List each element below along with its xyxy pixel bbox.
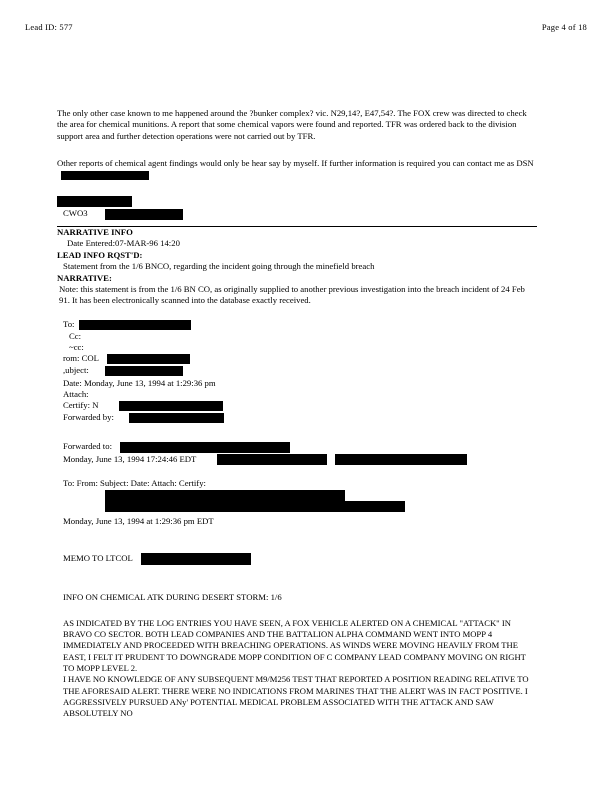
signature-line [57,208,537,224]
redaction-bar [120,442,290,453]
date-entered-label: Date Entered:07-MAR-96 14:20 [67,238,180,249]
forward-fields-line: To: From: Subject: Date: Attach: Certify: [63,477,206,488]
redaction-bar [105,366,183,376]
paragraph-other-reports [57,158,537,181]
forwarded-to-label: Forwarded to: [63,440,112,451]
email-attach-label: Attach: [63,389,89,400]
email-certify-row [57,401,537,413]
email-from-row [57,354,537,366]
lead-id-header: Lead ID: 577 [25,22,73,32]
redaction-bar [105,490,345,501]
email-date-label: Date: Monday, June 13, 1994 at 1:29:36 pm [63,377,216,388]
memo-subject-line: INFO ON CHEMICAL ATK DURING DESERT STORM: 1/6 [63,592,282,603]
redaction-bar [335,454,467,465]
memo-to-label: MEMO TO LTCOL [63,553,133,564]
redaction-bar [79,320,191,330]
email-subject-label: ,ubject: [63,364,89,375]
email-bcc-label: ~cc: [69,342,84,353]
paragraph-other-reports-text: Other reports of chemical agent findings would only be hear say by myself. If further information is required you can contact me as DSN [57,158,534,169]
redaction-bar [217,454,327,465]
redaction-bar [105,501,405,512]
email-cc-label: Cc: [69,330,82,341]
redaction-bar [57,196,132,207]
memo-to-row [57,554,537,568]
email-subject-row [57,366,537,378]
page-number-header: Page 4 of 18 [541,22,587,32]
email-forwarded-by-label: Forwarded by: [63,411,114,422]
forward-redaction-row-2 [57,501,537,513]
email-to-label: To: [63,318,75,329]
forwarded-date-line-2: Monday, June 13, 1994 at 1:29:36 pm EDT [63,515,214,526]
email-forwarded-by-row [57,413,537,425]
memo-paragraph-2: I HAVE NO KNOWLEDGE OF ANY SUBSEQUENT M9/M256 TEST THAT REPORTED A POSITION READING RELATIVE TO THE AFORESAID ALERT. THERE WERE NO INDICATIONS FROM MARINES THAT THE ALERT WAS IN FACT POSITIVE. I AGGRESSIVELY PURSUED ANy' POTENTIAL MEDICAL PROBLEM ASSOCIATED WITH THE ATTACK AND SAW ABSOLUTELY NO [63,674,529,719]
email-from-label: rom: COL [63,352,99,363]
redaction-row-signature-top [57,194,537,208]
paragraph-other-case: The only other case known to me happened around the ?bunker complex? vic. N29,14?, E47,54?. The FOX crew was directed to check the area for chemical munitions. A report that some chemical vapors were found and reported. TFR was ordered back to the division support area and further detection operations were not carried out by TFR. [57,108,527,141]
statement-line: Statement from the 1/6 BNCO, regarding the incident going through the minefield breach [63,261,375,272]
email-certify-label: Certify: N [63,399,99,410]
forward-redaction-row-1 [57,489,537,501]
redaction-bar [119,401,223,411]
redaction-bar [61,171,149,180]
lead-info-requested-label: LEAD INFO RQST'D: [57,249,143,260]
email-to-row [57,320,537,331]
memo-paragraph-1: AS INDICATED BY THE LOG ENTRIES YOU HAVE SEEN, A FOX VEHICLE ALERTED ON A CHEMICAL "ATTACK" IN BRAVO CO SECTOR. BOTH LEAD COMPANIES AND THE BATTALION ALPHA COMMAND WENT INTO MOPP 4 IMMEDIATELY AND PROCEEDED WITH BREACHING OPERATIONS. AS WINDS WERE MOVING HEAVILY FROM THE EAST, I FELT IT PRUDENT TO DOWNGRADE MOPP CONDITION OF C COMPANY LEAD COMPANY MOVING ON RIGHT TO MOPP LEVEL 2. [63,617,526,673]
forwarded-date-label: Monday, June 13, 1994 17:24:46 EDT [63,453,197,464]
redaction-bar [105,209,183,220]
redaction-bar [129,413,224,423]
narrative-info-title: NARRATIVE INFO [57,227,133,238]
signature-rank: CWO3 [63,208,88,219]
document-body [57,108,537,719]
redaction-bar [107,354,190,364]
narrative-label: NARRATIVE: [57,272,112,283]
forwarded-date-row [57,455,537,470]
redaction-bar [141,553,251,565]
narrative-note: Note: this statement is from the 1/6 BN CO, as originally supplied to another previous investigation into the breach incident of 24 Feb 91. It has been electronically scanned into the database exactly received. [59,284,525,306]
